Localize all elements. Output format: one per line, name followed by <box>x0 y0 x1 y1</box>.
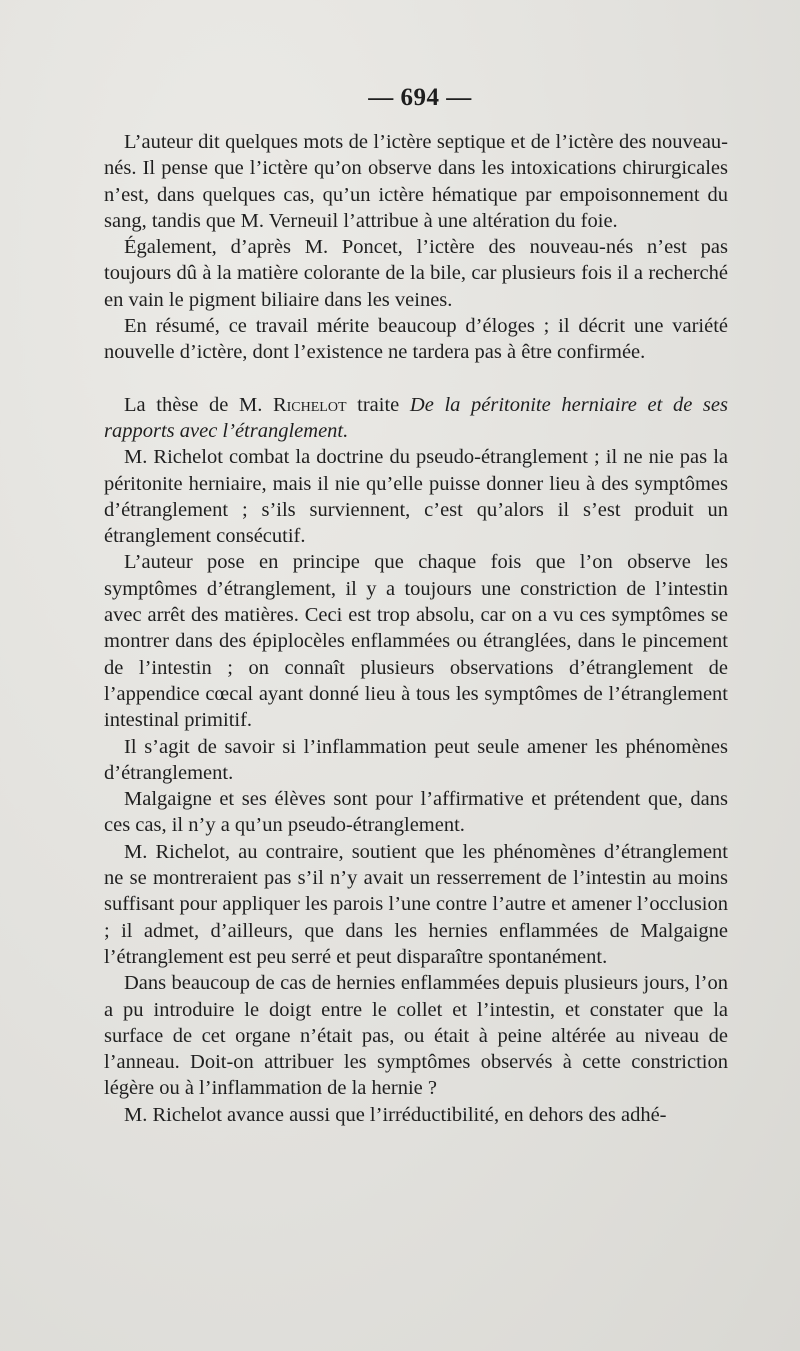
paragraph: Également, d’après M. Poncet, l’ictère des nouveau-nés n’est pas toujours dû à la matière colorante de la bile, car plusieurs fois il a recherché en vain le pigment biliaire dans les veines. <box>104 236 728 311</box>
paragraph: M. Richelot combat la doctrine du pseudo-étranglement ; il ne nie pas la péritonite herniaire, mais il nie qu’elle puisse donner lieu à des symptômes d’étranglement ; s’ils surviennent, c’est qu’alors il s’est produit un étranglement consécutif. <box>104 446 728 548</box>
paragraph-thesis-intro <box>104 392 728 445</box>
thesis-intro-text: La thèse de M. <box>124 393 273 416</box>
thesis-title: De la péritonite herniaire et de ses rapports avec l’étranglement. <box>104 393 728 442</box>
paragraph: L’auteur dit quelques mots de l’ictère septique et de l’ictère des nouveau-nés. Il pense que l’ictère qu’on observe dans les intoxications chirurgicales n’est, dans quelques cas, qu’un ictère hématique par empoisonnement du sang, tandis que M. Verneuil l’attribue à une altération du foie. <box>104 131 728 232</box>
body-text <box>104 129 728 1128</box>
author-name: Richelot <box>272 393 347 416</box>
paragraph: Il s’agit de savoir si l’inflammation peut seule amener les phénomènes d’étranglement. <box>104 735 728 784</box>
paragraph: Dans beaucoup de cas de hernies enflammées depuis plusieurs jours, l’on a pu introduire le doigt entre le collet et l’intestin, et constater que la surface de cet organe n’était pas, ou était à peine altérée au niveau de l’anneau. Doit-on attribuer les symptômes observés à cette constriction légère ou à l’inflammation de la hernie ? <box>104 972 728 1100</box>
paragraph: M. Richelot avance aussi que l’irréductibilité, en dehors des adhé- <box>124 1103 667 1126</box>
page-number: — 694 — <box>368 84 472 111</box>
paragraph: En résumé, ce travail mérite beaucoup d’éloges ; il décrit une variété nouvelle d’ictère, dont l’existence ne tardera pas à être confirmée. <box>104 315 728 364</box>
thesis-verb: traite <box>346 393 410 416</box>
paragraph: Malgaigne et ses élèves sont pour l’affirmative et prétendent que, dans ces cas, il n’y a qu’un pseudo-étranglement. <box>104 788 728 837</box>
paragraph: L’auteur pose en principe que chaque fois que l’on observe les symptômes d’étranglement, il y a toujours une constriction de l’intestin avec arrêt des matières. Ceci est trop absolu, car on a vu ces symptômes se montrer dans des épiplocèles enflammées ou étranglées, dans le pincement de l’intestin ; on connaît plusieurs observations d’étranglement de l’appendice cœcal ayant donné lieu à tous les symptômes de l’étranglement intestinal primitif. <box>104 551 728 732</box>
paragraph: M. Richelot, au contraire, soutient que les phénomènes d’étranglement ne se montreraient pas s’il n’y avait un resserrement de l’intestin au moins suffisant pour appliquer les parois l’une contre l’autre et amener l’occlusion ; il admet, d’ailleurs, que dans les hernies enflammées de Malgaigne l’étranglement est peu serré et peut disparaître spontanément. <box>104 840 728 968</box>
